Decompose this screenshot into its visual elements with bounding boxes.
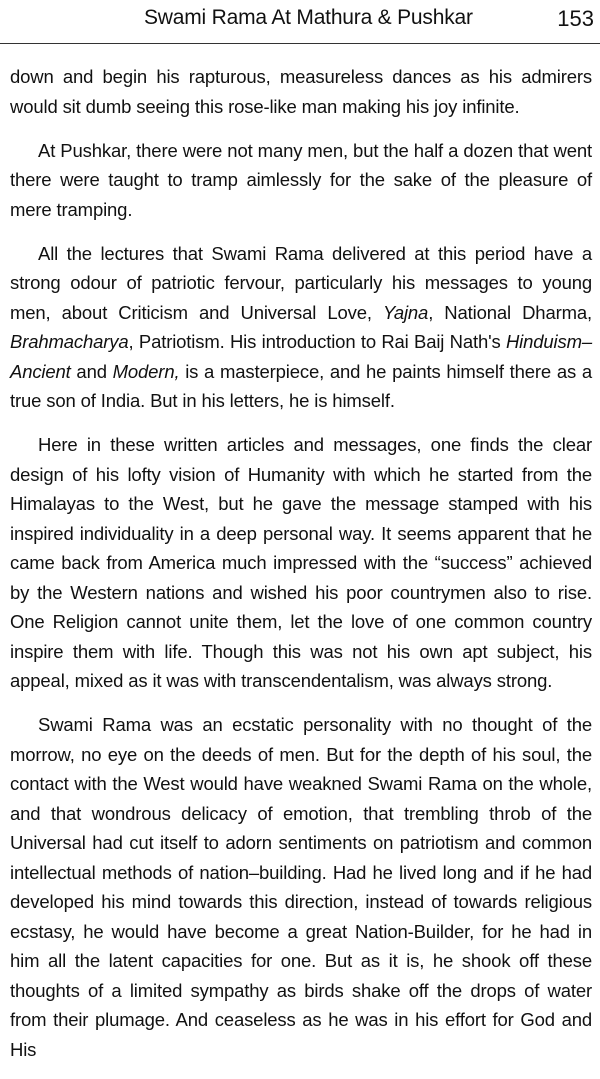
paragraph-4: Here in these written articles and messages, one finds the clear design of his lofty vision of Humanity with which he started from the Himalayas to the West, but he gave the message stamped with his inspired individuality in a deep personal way. It seems apparent that he came back from America much impressed with the “success” achieved by the Western nations and wished his poor countrymen also to rise. One Religion cannot unite them, let the love of one common country inspire them with life. Though this was not his own apt subject, his appeal, mixed as it was with transcendentalism, was always strong. [10, 434, 592, 691]
paragraph-3-text: and [70, 360, 113, 382]
page-number: 153 [557, 6, 594, 31]
body-text [10, 62, 592, 1079]
paragraph-3-text: All the lectures that Swami Rama delivered at this period have a strong odour of patriotic fervour, particularly his messages to young men, about Criticism and Universal Love, [10, 242, 592, 323]
paragraph-3-text: , Patriotism. His introduction to Rai Baij Nath's [128, 331, 506, 352]
book-title-modern: Modern, [112, 360, 180, 382]
paragraph-5: Swami Rama was an ecstatic personality with no thought of the morrow, no eye on the deeds of men. But for the depth of his soul, the contact with the West would have weakned Swami Rama on the whole, and that wondrous delicacy of emotion, that trembling throb of the Universal had cut itself to adorn sentiments on patriotism and common intellectual methods of nation–building. Had he lived long and if he had developed his mind towards this direction, instead of towards religious ecstasy, he would have become a great Nation-Builder, for he had in him all the latent capacities for one. But as it is, he shook off these thoughts of a limited sympathy as birds shake off the drops of water from their plumage. And ceaseless as he was in his effort for God and His [10, 714, 592, 1060]
running-title: Swami Rama At Mathura & Pushkar [144, 6, 473, 29]
paragraph-3-text: , National Dharma, [428, 301, 592, 323]
paragraph-1: down and begin his rapturous, measureless dances as his admirers would sit dumb seeing this rose-like man making his joy infinite. [10, 66, 592, 117]
page-header [0, 6, 600, 36]
book-title-hinduism-ancient: Hinduism–Ancient [10, 331, 592, 382]
paragraph-3-text: is a masterpiece, and he paints himself there as a true son of India. But in his letters, he is himself. [10, 360, 592, 411]
yajna-term: Yajna [383, 301, 429, 323]
paragraph-2: At Pushkar, there were not many men, but the half a dozen that went there were taught to tramp aimlessly for the sake of the pleasure of mere tramping. [10, 139, 592, 220]
paragraph-3 [10, 239, 592, 416]
brahmacharya-term: Brahmacharya [10, 331, 129, 352]
header-rule [0, 43, 600, 44]
